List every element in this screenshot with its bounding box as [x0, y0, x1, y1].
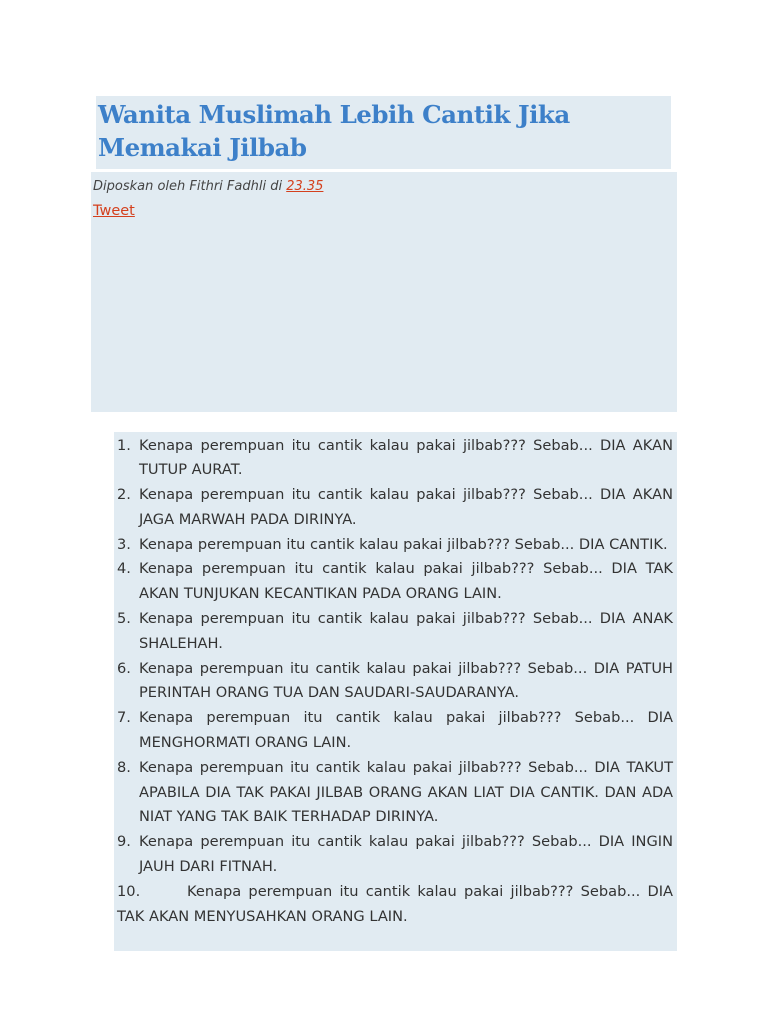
list-item-number: 1.	[117, 436, 131, 454]
list-item-number: 3.	[117, 535, 131, 553]
list-item-number: 7.	[117, 709, 131, 727]
list-item-number: 5.	[117, 610, 131, 628]
list-item-number: 10.	[117, 882, 141, 900]
post-body	[114, 432, 677, 951]
list-item	[117, 830, 673, 880]
list-item	[117, 483, 673, 533]
list-item-text: Kenapa perempuan itu cantik kalau pakai jilbab??? Sebab... DIA CANTIK.	[139, 535, 668, 553]
list-item-text: Kenapa perempuan itu cantik kalau pakai jilbab??? Sebab... DIA AKAN JAGA MARWAH PADA DIRINYA.	[139, 486, 673, 528]
post-time-link[interactable]: 23.35	[286, 179, 324, 194]
list-item-number: 9.	[117, 833, 131, 851]
list-item-text: Kenapa perempuan itu cantik kalau pakai jilbab??? Sebab... DIA INGIN JAUH DARI FITNAH.	[139, 833, 673, 876]
list-item-text: Kenapa perempuan itu cantik kalau pakai jilbab??? Sebab... DIA TAKUT APABILA DIA TAK PAKAI JILBAB ORANG AKAN LIAT DIA CANTIK. DAN ADA NIAT YANG TAK BAIK TERHADAP DIRINYA.	[139, 758, 673, 826]
list-item-text: Kenapa perempuan itu cantik kalau pakai jilbab??? Sebab... DIA PATUH PERINTAH ORANG TUA DAN SAUDARI-SAUDARANYA.	[139, 659, 673, 702]
list-item-number: 2.	[117, 486, 131, 504]
list-item	[117, 557, 673, 607]
list-item-text: Kenapa perempuan itu cantik kalau pakai jilbab??? Sebab... DIA TAK AKAN TUNJUKAN KECANTIKAN PADA ORANG LAIN.	[139, 560, 673, 603]
list-item-number: 4.	[117, 560, 131, 578]
tweet-button[interactable]: Tweet	[93, 203, 135, 219]
post-title: Wanita Muslimah Lebih Cantik Jika Memakai Jilbab	[98, 100, 570, 162]
byline-author: Diposkan oleh Fithri Fadhli di	[93, 179, 287, 194]
post-meta-box	[91, 172, 677, 412]
list-item	[117, 533, 673, 558]
list-item-text: Kenapa perempuan itu cantik kalau pakai jilbab??? Sebab... DIA AKAN TUTUP AURAT.	[139, 436, 673, 479]
list-item	[117, 706, 673, 756]
post-byline	[93, 178, 677, 195]
list-item	[117, 434, 673, 484]
reasons-list	[117, 434, 673, 930]
list-item	[117, 607, 673, 657]
list-item-text: Kenapa perempuan itu cantik kalau pakai jilbab??? Sebab... DIA ANAK SHALEHAH.	[139, 610, 673, 652]
list-item-text: Kenapa perempuan itu cantik kalau pakai jilbab??? Sebab... DIA TAK AKAN MENYUSAHKAN ORANG LAIN.	[117, 882, 673, 925]
post-title-box	[96, 96, 671, 169]
list-item-number: 6.	[117, 659, 131, 677]
list-item	[117, 756, 673, 830]
list-item	[117, 657, 673, 707]
list-item-number: 8.	[117, 758, 131, 776]
list-item	[117, 880, 673, 930]
list-item-text: Kenapa perempuan itu cantik kalau pakai jilbab??? Sebab... DIA MENGHORMATI ORANG LAIN.	[139, 709, 673, 752]
